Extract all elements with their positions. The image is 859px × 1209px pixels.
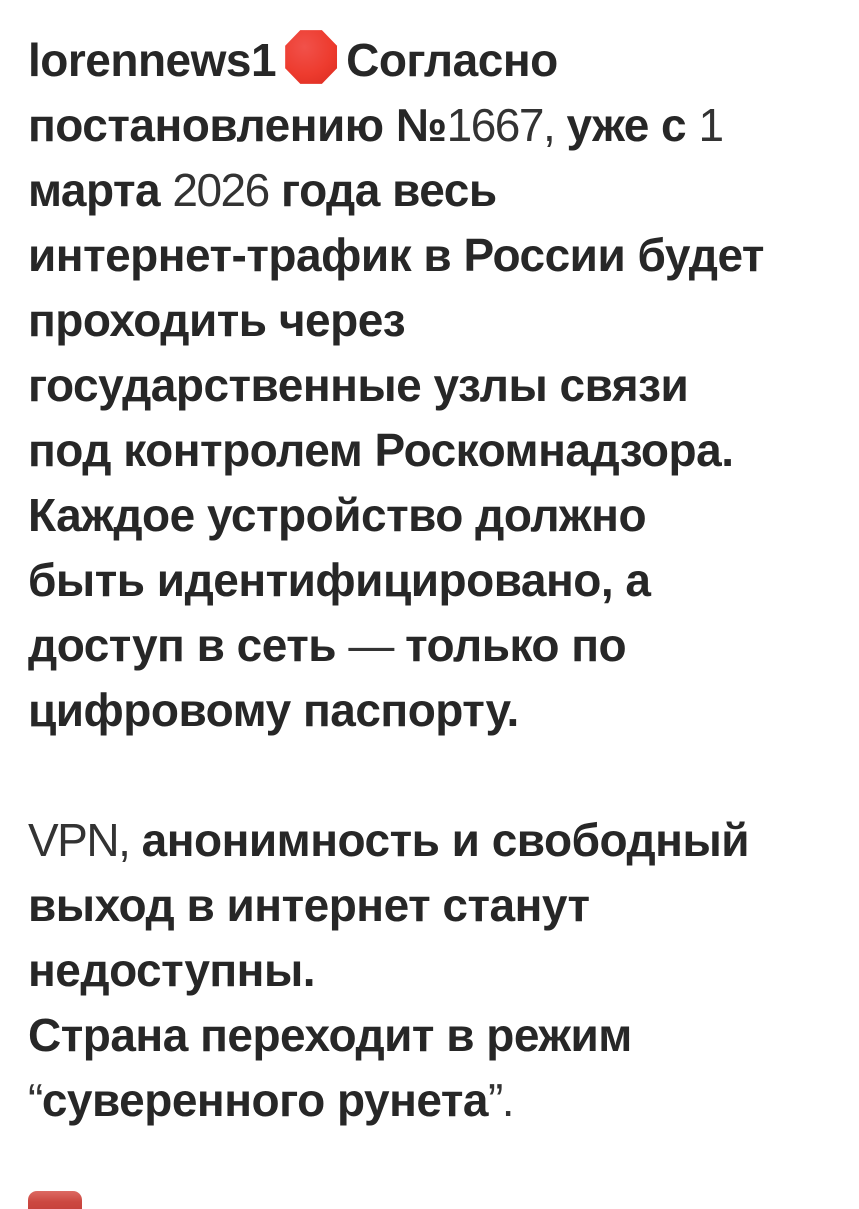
caption-line [28, 808, 838, 873]
caption-line [28, 93, 838, 158]
text-segment: проходить через [28, 294, 406, 346]
caption-paragraph [28, 808, 838, 1133]
caption-line [28, 158, 838, 223]
text-segment: только по [392, 619, 627, 671]
stop-sign-emoji [284, 29, 338, 85]
text-segment: 1667, [446, 99, 555, 151]
text-segment: доступ в сеть [28, 619, 349, 671]
text-segment: Страна переходит в режим [28, 1009, 632, 1061]
text-segment: — [348, 619, 393, 671]
text-segment: интернет-трафик в России будет [28, 229, 764, 281]
caption-line [28, 548, 838, 613]
caption-paragraph [28, 28, 838, 743]
text-segment: 2026 [172, 164, 269, 216]
text-segment: быть идентифицировано, а [28, 554, 651, 606]
text-segment: выход в интернет станут [28, 879, 590, 931]
caption-line [28, 613, 838, 678]
caption-line [28, 1068, 838, 1133]
text-segment: постановлению № [28, 99, 447, 151]
caption-line [28, 873, 838, 938]
text-segment: 1 [698, 99, 723, 151]
text-segment: под контролем Роскомнадзора. [28, 424, 734, 476]
text-segment: суверенного рунета [41, 1074, 488, 1126]
caption-line [28, 418, 838, 483]
text-segment: ”. [487, 1074, 514, 1126]
text-segment: анонимность и свободный [129, 814, 750, 866]
text-segment: года весь [268, 164, 497, 216]
text-segment: VPN, [28, 814, 130, 866]
partial-red-emoji-icon [28, 1191, 82, 1209]
caption-line [28, 353, 838, 418]
text-segment: государственные узлы связи [28, 359, 689, 411]
post-caption [28, 28, 838, 1133]
caption-line [28, 288, 838, 353]
text-segment: цифровому паспорту. [28, 684, 519, 736]
username-link[interactable]: lorennews1 [28, 34, 277, 86]
text-segment: недоступны. [28, 944, 316, 996]
caption-line [28, 28, 838, 93]
caption-line [28, 483, 838, 548]
text-segment: Согласно [346, 34, 558, 86]
caption-line [28, 938, 838, 1003]
caption-line [28, 1003, 838, 1068]
caption-line [28, 223, 838, 288]
text-segment: уже с [554, 99, 699, 151]
caption-line [28, 678, 838, 743]
text-segment: Каждое устройство должно [28, 489, 647, 541]
text-segment: “ [28, 1074, 42, 1126]
text-segment: марта [28, 164, 173, 216]
